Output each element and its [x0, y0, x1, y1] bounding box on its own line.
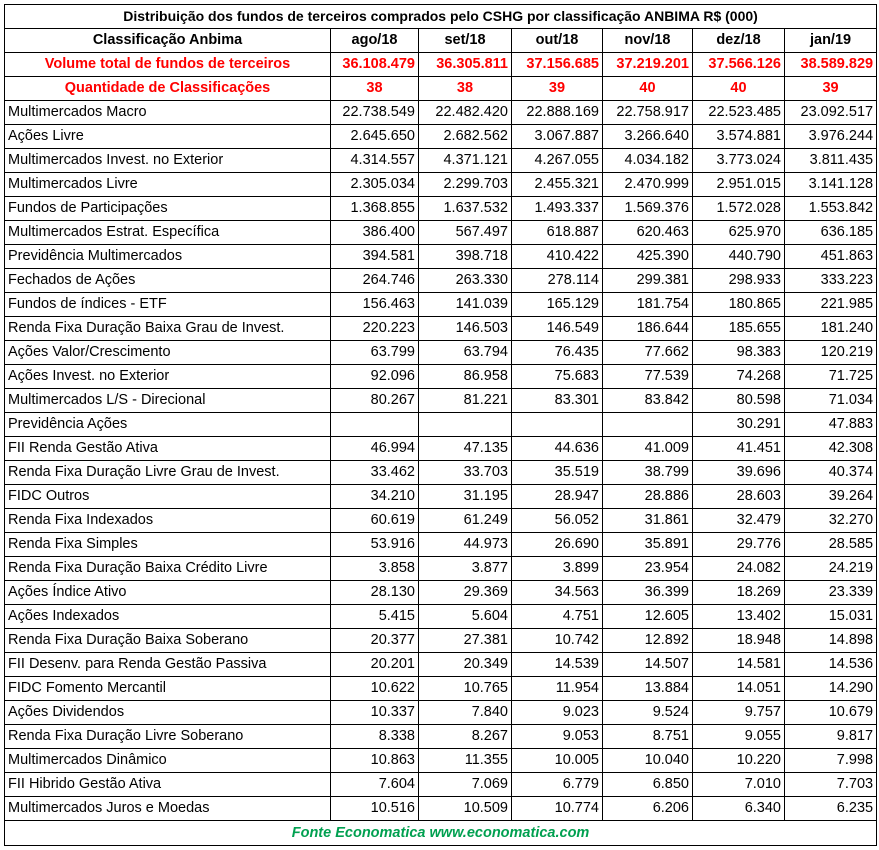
cell-value: 28.603 [693, 485, 785, 509]
count-value: 39 [785, 77, 877, 101]
cell-value: 29.369 [419, 581, 512, 605]
table-row [5, 101, 877, 125]
cell-value: 4.314.557 [331, 149, 419, 173]
cell-value: 83.301 [512, 389, 603, 413]
cell-value: 36.399 [603, 581, 693, 605]
cell-value: 185.655 [693, 317, 785, 341]
cell-value: 20.377 [331, 629, 419, 653]
cell-value: 4.371.121 [419, 149, 512, 173]
cell-value: 221.985 [785, 293, 877, 317]
count-value: 40 [603, 77, 693, 101]
cell-value: 7.998 [785, 749, 877, 773]
cell-value: 14.539 [512, 653, 603, 677]
cell-value: 38.799 [603, 461, 693, 485]
cell-value: 410.422 [512, 245, 603, 269]
cell-value: 34.210 [331, 485, 419, 509]
cell-value: 13.402 [693, 605, 785, 629]
cell-value [419, 413, 512, 437]
row-label: Ações Dividendos [5, 701, 331, 725]
cell-value: 398.718 [419, 245, 512, 269]
cell-value: 9.757 [693, 701, 785, 725]
row-label: FII Hibrido Gestão Ativa [5, 773, 331, 797]
cell-value: 77.662 [603, 341, 693, 365]
cell-value: 2.299.703 [419, 173, 512, 197]
cell-value: 24.219 [785, 557, 877, 581]
row-label: Previdência Ações [5, 413, 331, 437]
cell-value: 71.725 [785, 365, 877, 389]
cell-value: 23.339 [785, 581, 877, 605]
cell-value: 26.690 [512, 533, 603, 557]
cell-value: 298.933 [693, 269, 785, 293]
row-label: FIDC Fomento Mercantil [5, 677, 331, 701]
row-label: Renda Fixa Duração Baixa Crédito Livre [5, 557, 331, 581]
cell-value: 28.886 [603, 485, 693, 509]
spreadsheet [4, 4, 877, 846]
cell-value: 6.340 [693, 797, 785, 821]
cell-value: 278.114 [512, 269, 603, 293]
count-value: 40 [693, 77, 785, 101]
cell-value: 2.305.034 [331, 173, 419, 197]
row-label: Ações Indexados [5, 605, 331, 629]
row-label: Renda Fixa Duração Baixa Soberano [5, 629, 331, 653]
cell-value: 146.549 [512, 317, 603, 341]
cell-value: 80.267 [331, 389, 419, 413]
cell-value [603, 413, 693, 437]
count-value: 38 [419, 77, 512, 101]
table-row [5, 629, 877, 653]
total-label: Volume total de fundos de terceiros [5, 53, 331, 77]
cell-value: 14.051 [693, 677, 785, 701]
table-row [5, 125, 877, 149]
cell-value: 5.604 [419, 605, 512, 629]
total-value: 37.156.685 [512, 53, 603, 77]
cell-value: 181.240 [785, 317, 877, 341]
source-footer: Fonte Economatica www.economatica.com [5, 821, 877, 846]
header-month: ago/18 [331, 29, 419, 53]
row-label: Renda Fixa Indexados [5, 509, 331, 533]
row-label: Renda Fixa Duração Livre Grau de Invest. [5, 461, 331, 485]
cell-value: 33.462 [331, 461, 419, 485]
total-value: 37.566.126 [693, 53, 785, 77]
cell-value: 618.887 [512, 221, 603, 245]
cell-value: 3.266.640 [603, 125, 693, 149]
cell-value: 42.308 [785, 437, 877, 461]
cell-value: 60.619 [331, 509, 419, 533]
cell-value: 8.267 [419, 725, 512, 749]
cell-value: 53.916 [331, 533, 419, 557]
cell-value: 10.774 [512, 797, 603, 821]
cell-value: 10.863 [331, 749, 419, 773]
cell-value: 1.569.376 [603, 197, 693, 221]
table-title: Distribuição dos fundos de terceiros comprados pelo CSHG por classificação ANBIMA R$ (000) [5, 5, 877, 29]
cell-value: 41.451 [693, 437, 785, 461]
cell-value: 12.892 [603, 629, 693, 653]
row-label: FIDC Outros [5, 485, 331, 509]
cell-value: 264.746 [331, 269, 419, 293]
cell-value: 14.290 [785, 677, 877, 701]
table-row [5, 581, 877, 605]
total-value: 38.589.829 [785, 53, 877, 77]
cell-value: 165.129 [512, 293, 603, 317]
table-row [5, 701, 877, 725]
cell-value: 33.703 [419, 461, 512, 485]
cell-value: 14.507 [603, 653, 693, 677]
cell-value: 39.264 [785, 485, 877, 509]
count-value: 39 [512, 77, 603, 101]
cell-value: 39.696 [693, 461, 785, 485]
cell-value: 180.865 [693, 293, 785, 317]
cell-value: 41.009 [603, 437, 693, 461]
cell-value: 15.031 [785, 605, 877, 629]
cell-value: 440.790 [693, 245, 785, 269]
total-value: 36.305.811 [419, 53, 512, 77]
cell-value: 141.039 [419, 293, 512, 317]
cell-value: 3.773.024 [693, 149, 785, 173]
cell-value: 12.605 [603, 605, 693, 629]
row-label: Multimercados Livre [5, 173, 331, 197]
cell-value: 5.415 [331, 605, 419, 629]
cell-value: 14.581 [693, 653, 785, 677]
row-label: Renda Fixa Simples [5, 533, 331, 557]
count-label: Quantidade de Classificações [5, 77, 331, 101]
cell-value: 10.220 [693, 749, 785, 773]
row-label: Multimercados Juros e Moedas [5, 797, 331, 821]
cell-value: 35.519 [512, 461, 603, 485]
table-row [5, 749, 877, 773]
row-label: Multimercados Dinâmico [5, 749, 331, 773]
cell-value: 35.891 [603, 533, 693, 557]
table-row [5, 509, 877, 533]
row-label: Ações Invest. no Exterior [5, 365, 331, 389]
cell-value: 40.374 [785, 461, 877, 485]
cell-value: 1.493.337 [512, 197, 603, 221]
cell-value: 9.023 [512, 701, 603, 725]
cell-value: 18.269 [693, 581, 785, 605]
table-row [5, 725, 877, 749]
table-row [5, 197, 877, 221]
header-month: set/18 [419, 29, 512, 53]
cell-value: 146.503 [419, 317, 512, 341]
cell-value: 22.482.420 [419, 101, 512, 125]
cell-value: 186.644 [603, 317, 693, 341]
title-row [5, 5, 877, 29]
cell-value: 23.092.517 [785, 101, 877, 125]
row-label: FII Desenv. para Renda Gestão Passiva [5, 653, 331, 677]
table-row [5, 317, 877, 341]
cell-value: 9.055 [693, 725, 785, 749]
header-row [5, 29, 877, 53]
table-row [5, 221, 877, 245]
cell-value: 3.811.435 [785, 149, 877, 173]
row-label: Fundos de Participações [5, 197, 331, 221]
cell-value: 47.135 [419, 437, 512, 461]
table-row [5, 293, 877, 317]
cell-value: 6.850 [603, 773, 693, 797]
cell-value: 31.861 [603, 509, 693, 533]
cell-value: 75.683 [512, 365, 603, 389]
table-row [5, 485, 877, 509]
cell-value: 299.381 [603, 269, 693, 293]
cell-value: 71.034 [785, 389, 877, 413]
cell-value: 3.976.244 [785, 125, 877, 149]
table-row [5, 677, 877, 701]
cell-value: 2.682.562 [419, 125, 512, 149]
cell-value: 74.268 [693, 365, 785, 389]
cell-value: 10.742 [512, 629, 603, 653]
row-label: Ações Índice Ativo [5, 581, 331, 605]
row-label: Ações Livre [5, 125, 331, 149]
cell-value: 23.954 [603, 557, 693, 581]
cell-value: 34.563 [512, 581, 603, 605]
cell-value: 6.235 [785, 797, 877, 821]
cell-value: 10.679 [785, 701, 877, 725]
row-label: Multimercados Invest. no Exterior [5, 149, 331, 173]
cell-value: 3.574.881 [693, 125, 785, 149]
row-label: FII Renda Gestão Ativa [5, 437, 331, 461]
cell-value: 8.338 [331, 725, 419, 749]
table-row [5, 557, 877, 581]
cell-value: 3.858 [331, 557, 419, 581]
table-row [5, 365, 877, 389]
cell-value: 425.390 [603, 245, 693, 269]
cell-value: 98.383 [693, 341, 785, 365]
cell-value: 81.221 [419, 389, 512, 413]
row-label: Fechados de Ações [5, 269, 331, 293]
cell-value: 10.040 [603, 749, 693, 773]
table-row [5, 149, 877, 173]
cell-value: 63.794 [419, 341, 512, 365]
table-row [5, 797, 877, 821]
cell-value: 14.536 [785, 653, 877, 677]
cell-value: 28.947 [512, 485, 603, 509]
cell-value: 6.779 [512, 773, 603, 797]
cell-value: 9.524 [603, 701, 693, 725]
row-label: Multimercados Estrat. Específica [5, 221, 331, 245]
cell-value: 567.497 [419, 221, 512, 245]
cell-value: 394.581 [331, 245, 419, 269]
funds-table [4, 4, 877, 846]
cell-value: 24.082 [693, 557, 785, 581]
cell-value: 4.034.182 [603, 149, 693, 173]
header-month: out/18 [512, 29, 603, 53]
cell-value: 1.368.855 [331, 197, 419, 221]
row-label: Renda Fixa Duração Baixa Grau de Invest. [5, 317, 331, 341]
cell-value: 13.884 [603, 677, 693, 701]
row-label: Ações Valor/Crescimento [5, 341, 331, 365]
cell-value: 451.863 [785, 245, 877, 269]
cell-value: 10.622 [331, 677, 419, 701]
row-label: Previdência Multimercados [5, 245, 331, 269]
cell-value: 3.141.128 [785, 173, 877, 197]
cell-value: 22.758.917 [603, 101, 693, 125]
cell-value: 625.970 [693, 221, 785, 245]
cell-value: 181.754 [603, 293, 693, 317]
footer-row [5, 821, 877, 846]
cell-value: 4.267.055 [512, 149, 603, 173]
total-value: 37.219.201 [603, 53, 693, 77]
cell-value: 31.195 [419, 485, 512, 509]
cell-value: 20.201 [331, 653, 419, 677]
cell-value: 636.185 [785, 221, 877, 245]
cell-value: 44.636 [512, 437, 603, 461]
header-month: dez/18 [693, 29, 785, 53]
cell-value: 22.523.485 [693, 101, 785, 125]
row-label: Renda Fixa Duração Livre Soberano [5, 725, 331, 749]
cell-value: 18.948 [693, 629, 785, 653]
cell-value: 2.951.015 [693, 173, 785, 197]
table-row [5, 773, 877, 797]
cell-value: 7.010 [693, 773, 785, 797]
cell-value: 7.604 [331, 773, 419, 797]
table-row [5, 341, 877, 365]
table-row [5, 461, 877, 485]
cell-value: 620.463 [603, 221, 693, 245]
cell-value: 47.883 [785, 413, 877, 437]
cell-value: 10.765 [419, 677, 512, 701]
cell-value [512, 413, 603, 437]
cell-value: 28.130 [331, 581, 419, 605]
cell-value: 9.053 [512, 725, 603, 749]
cell-value: 86.958 [419, 365, 512, 389]
cell-value: 11.954 [512, 677, 603, 701]
table-row [5, 437, 877, 461]
header-month: jan/19 [785, 29, 877, 53]
table-row [5, 269, 877, 293]
cell-value: 263.330 [419, 269, 512, 293]
table-row [5, 245, 877, 269]
cell-value: 56.052 [512, 509, 603, 533]
cell-value: 156.463 [331, 293, 419, 317]
cell-value: 220.223 [331, 317, 419, 341]
cell-value: 1.572.028 [693, 197, 785, 221]
cell-value: 4.751 [512, 605, 603, 629]
cell-value: 76.435 [512, 341, 603, 365]
cell-value: 30.291 [693, 413, 785, 437]
cell-value: 3.877 [419, 557, 512, 581]
cell-value: 10.516 [331, 797, 419, 821]
cell-value: 333.223 [785, 269, 877, 293]
header-month: nov/18 [603, 29, 693, 53]
row-label: Multimercados L/S - Direcional [5, 389, 331, 413]
cell-value: 27.381 [419, 629, 512, 653]
cell-value: 14.898 [785, 629, 877, 653]
cell-value: 7.840 [419, 701, 512, 725]
table-row [5, 605, 877, 629]
cell-value: 77.539 [603, 365, 693, 389]
cell-value: 7.703 [785, 773, 877, 797]
cell-value: 120.219 [785, 341, 877, 365]
cell-value [331, 413, 419, 437]
cell-value: 9.817 [785, 725, 877, 749]
count-row [5, 77, 877, 101]
cell-value: 1.553.842 [785, 197, 877, 221]
table-row [5, 389, 877, 413]
table-row [5, 173, 877, 197]
cell-value: 46.994 [331, 437, 419, 461]
header-label: Classificação Anbima [5, 29, 331, 53]
cell-value: 92.096 [331, 365, 419, 389]
cell-value: 22.738.549 [331, 101, 419, 125]
cell-value: 10.337 [331, 701, 419, 725]
cell-value: 2.645.650 [331, 125, 419, 149]
count-value: 38 [331, 77, 419, 101]
cell-value: 7.069 [419, 773, 512, 797]
cell-value: 10.509 [419, 797, 512, 821]
cell-value: 386.400 [331, 221, 419, 245]
cell-value: 44.973 [419, 533, 512, 557]
cell-value: 32.479 [693, 509, 785, 533]
cell-value: 32.270 [785, 509, 877, 533]
total-value: 36.108.479 [331, 53, 419, 77]
cell-value: 22.888.169 [512, 101, 603, 125]
total-row [5, 53, 877, 77]
cell-value: 2.470.999 [603, 173, 693, 197]
cell-value: 8.751 [603, 725, 693, 749]
cell-value: 29.776 [693, 533, 785, 557]
cell-value: 83.842 [603, 389, 693, 413]
cell-value: 2.455.321 [512, 173, 603, 197]
cell-value: 11.355 [419, 749, 512, 773]
table-row [5, 653, 877, 677]
cell-value: 61.249 [419, 509, 512, 533]
cell-value: 3.067.887 [512, 125, 603, 149]
cell-value: 1.637.532 [419, 197, 512, 221]
cell-value: 20.349 [419, 653, 512, 677]
cell-value: 80.598 [693, 389, 785, 413]
row-label: Multimercados Macro [5, 101, 331, 125]
cell-value: 3.899 [512, 557, 603, 581]
table-row [5, 533, 877, 557]
cell-value: 63.799 [331, 341, 419, 365]
table-row [5, 413, 877, 437]
row-label: Fundos de índices - ETF [5, 293, 331, 317]
cell-value: 6.206 [603, 797, 693, 821]
cell-value: 28.585 [785, 533, 877, 557]
cell-value: 10.005 [512, 749, 603, 773]
